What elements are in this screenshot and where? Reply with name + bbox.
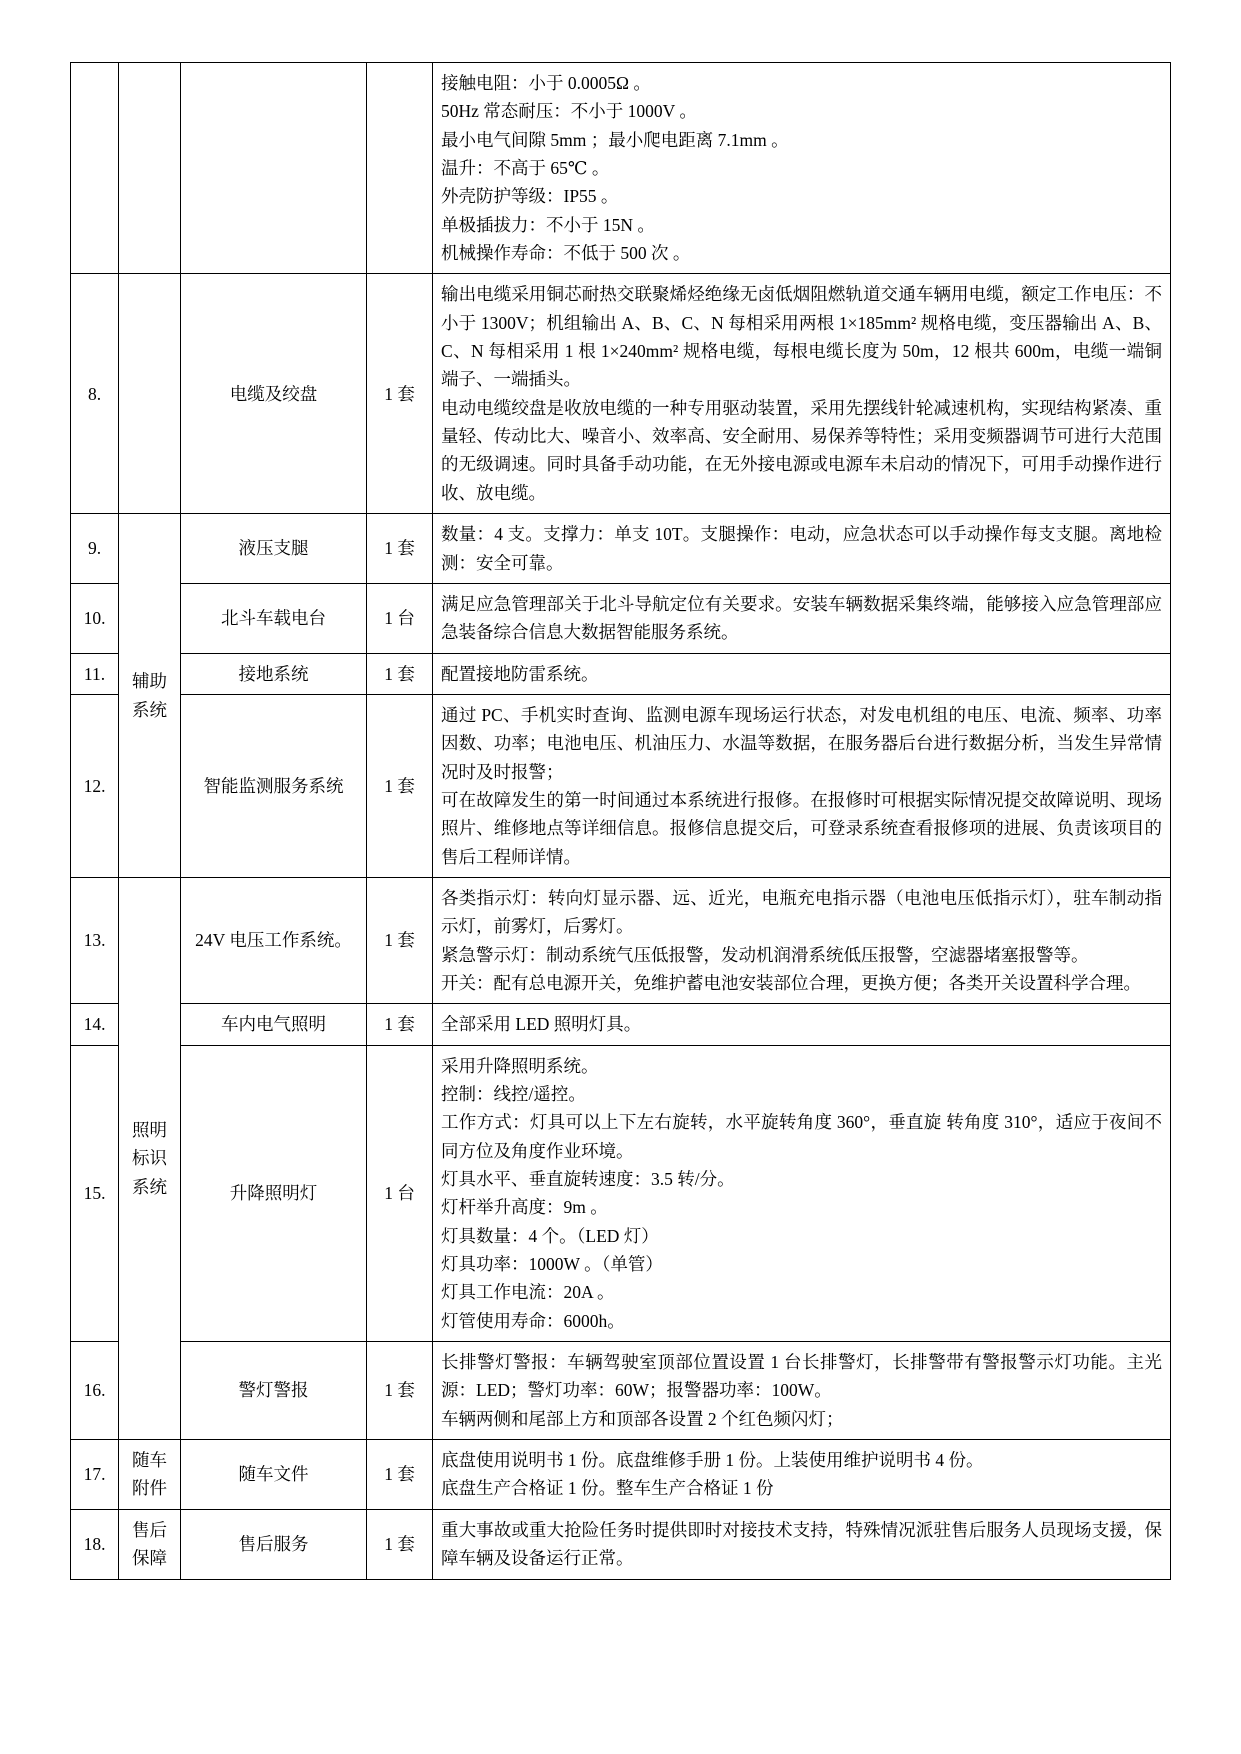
desc-line: 数量：4 支。支撑力：单支 10T。支腿操作：电动，应急状态可以手动操作每支支腿。离地检测：安全可靠。 [441, 524, 1162, 573]
row-name: 液压支腿 [181, 514, 367, 584]
row-index: 14. [71, 1004, 119, 1045]
table-row [71, 1045, 1171, 1341]
desc-line: 长排警灯警报：车辆驾驶室顶部位置设置 1 台长排警灯，长排警带有警报警示灯功能。主光源：LED；警灯功率：60W；报警器功率：100W。 [441, 1352, 1162, 1401]
specification-table [70, 62, 1171, 1580]
desc-line: 配置接地防雷系统。 [441, 663, 599, 684]
table-row [71, 583, 1171, 653]
row-desc [433, 583, 1171, 653]
row-name: 电缆及绞盘 [181, 274, 367, 514]
row-qty: 1 台 [367, 583, 433, 653]
row-desc [433, 1440, 1171, 1510]
table-row [71, 694, 1171, 877]
row-desc [433, 1004, 1171, 1045]
desc-line: 灯具数量：4 个。（LED 灯） [441, 1225, 659, 1246]
table-row [71, 653, 1171, 694]
row-desc [433, 877, 1171, 1003]
desc-line: 电动电缆绞盘是收放电缆的一种专用驱动装置，采用先摆线针轮减速机构，实现结构紧凑、重量轻、传动比大、噪音小、效率高、安全耐用、易保养等特性；采用变频器调节可进行大范围的无级调速。同时具备手动功能，在无外接电源或电源车未启动的情况下，可用手动操作进行收、放电缆。 [441, 397, 1162, 503]
row-desc [433, 1045, 1171, 1341]
row-index: 12. [71, 694, 119, 877]
desc-line: 可在故障发生的第一时间通过本系统进行报修。在报修时可根据实际情况提交故障说明、现场照片、维修地点等详细信息。报修信息提交后，可登录系统查看报修项的进展、负责该项目的售后工程师详情。 [441, 789, 1162, 867]
row-desc [433, 274, 1171, 514]
row-index: 11. [71, 653, 119, 694]
table-row [71, 63, 1171, 274]
row-index: 10. [71, 583, 119, 653]
desc-line: 底盘生产合格证 1 份。整车生产合格证 1 份 [441, 1478, 774, 1499]
desc-line: 温升：不高于 65℃ 。 [441, 158, 610, 179]
row-qty: 1 套 [367, 514, 433, 584]
table-row [71, 1004, 1171, 1045]
desc-line: 外壳防护等级：IP55 。 [441, 186, 619, 207]
row-index: 9. [71, 514, 119, 584]
row-desc [433, 1509, 1171, 1579]
row-name: 售后服务 [181, 1509, 367, 1579]
row-name: 车内电气照明 [181, 1004, 367, 1045]
row-desc [433, 514, 1171, 584]
table-body [71, 63, 1171, 1580]
desc-line: 灯杆举升高度：9m 。 [441, 1197, 608, 1218]
row-qty: 1 套 [367, 1440, 433, 1510]
row-group [119, 274, 181, 514]
row-qty: 1 套 [367, 1509, 433, 1579]
desc-line: 控制：线控/遥控。 [441, 1084, 586, 1104]
row-name: 随车文件 [181, 1440, 367, 1510]
desc-line: 开关：配有总电源开关，免维护蓄电池安装部位合理，更换方便；各类开关设置科学合理。 [441, 972, 1141, 993]
table-row [71, 877, 1171, 1003]
row-group: 随车附件 [119, 1440, 181, 1510]
table-row [71, 514, 1171, 584]
row-name: 北斗车载电台 [181, 583, 367, 653]
row-index: 17. [71, 1440, 119, 1510]
desc-line: 机械操作寿命：不低于 500 次 。 [441, 243, 691, 264]
desc-line: 全部采用 LED 照明灯具。 [441, 1014, 642, 1035]
row-name: 升降照明灯 [181, 1045, 367, 1341]
row-group [119, 63, 181, 274]
desc-line: 采用升降照明系统。 [441, 1055, 599, 1076]
row-qty: 1 套 [367, 1342, 433, 1440]
row-name: 接地系统 [181, 653, 367, 694]
desc-line: 各类指示灯：转向灯显示器、远、近光，电瓶充电指示器（电池电压低指示灯），驻车制动指示灯，前雾灯，后雾灯。 [441, 887, 1162, 937]
desc-line: 最小电气间隙 5mm ；最小爬电距离 7.1mm 。 [441, 129, 789, 150]
row-group: 辅助系统 [119, 514, 181, 878]
desc-line: 灯具工作电流：20A 。 [441, 1282, 615, 1303]
row-index: 16. [71, 1342, 119, 1440]
row-group: 售后保障 [119, 1509, 181, 1579]
desc-line: 工作方式：灯具可以上下左右旋转，水平旋转角度 360°，垂直旋 转角度 310°，适应于夜间不同方位及角度作业环境。 [441, 1112, 1162, 1161]
row-desc [433, 653, 1171, 694]
desc-line: 重大事故或重大抢险任务时提供即时对接技术支持，特殊情况派驻售后服务人员现场支援，保障车辆及设备运行正常。 [441, 1519, 1162, 1569]
desc-line: 底盘使用说明书 1 份。底盘维修手册 1 份。上装使用维护说明书 4 份。 [441, 1450, 984, 1471]
row-index: 8. [71, 274, 119, 514]
row-index [71, 63, 119, 274]
row-index: 15. [71, 1045, 119, 1341]
row-qty: 1 套 [367, 274, 433, 514]
row-index: 18. [71, 1509, 119, 1579]
row-qty: 1 套 [367, 694, 433, 877]
table-row [71, 1342, 1171, 1440]
desc-line: 单极插拔力：不小于 15N 。 [441, 214, 655, 235]
row-qty [367, 63, 433, 274]
row-desc [433, 1342, 1171, 1440]
desc-line: 紧急警示灯：制动系统气压低报警，发动机润滑系统低压报警，空滤器堵塞报警等。 [441, 944, 1089, 965]
row-index: 13. [71, 877, 119, 1003]
row-qty: 1 套 [367, 653, 433, 694]
row-desc [433, 694, 1171, 877]
row-group: 照明标识系统 [119, 877, 181, 1439]
desc-line: 接触电阻：小于 0.0005Ω 。 [441, 73, 651, 93]
desc-line: 50Hz 常态耐压：不小于 1000V 。 [441, 101, 697, 122]
table-row [71, 1509, 1171, 1579]
row-desc [433, 63, 1171, 274]
table-row [71, 1440, 1171, 1510]
desc-line: 灯具水平、垂直旋转速度：3.5 转/分。 [441, 1169, 735, 1190]
row-name: 警灯警报 [181, 1342, 367, 1440]
table-row [71, 274, 1171, 514]
desc-line: 车辆两侧和尾部上方和顶部各设置 2 个红色频闪灯； [441, 1408, 844, 1429]
row-qty: 1 套 [367, 877, 433, 1003]
desc-line: 输出电缆采用铜芯耐热交联聚烯烃绝缘无卤低烟阻燃轨道交通车辆用电缆，额定工作电压：不小于 1300V；机组输出 A、B、C、N 每相采用两根 1×185mm² 规格电缆，变压器输出 A、B、C、N 每相采用 1 根 1×240mm² 规格电缆，每根电缆长度为 50m，12 根共 600m，电缆一端铜端子、一端插头。 [441, 284, 1162, 390]
row-name: 24V 电压工作系统。 [181, 877, 367, 1003]
row-qty: 1 套 [367, 1004, 433, 1045]
desc-line: 通过 PC、手机实时查询、监测电源车现场运行状态，对发电机组的电压、电流、频率、功率因数、功率；电池电压、机油压力、水温等数据，在服务器后台进行数据分析，当发生异常情况时及时报警； [441, 704, 1162, 782]
desc-line: 灯具功率：1000W 。（单管） [441, 1254, 663, 1275]
row-name: 智能监测服务系统 [181, 694, 367, 877]
desc-line: 灯管使用寿命：6000h。 [441, 1310, 625, 1331]
desc-line: 满足应急管理部关于北斗导航定位有关要求。安装车辆数据采集终端，能够接入应急管理部应急装备综合信息大数据智能服务系统。 [441, 593, 1162, 643]
row-qty: 1 台 [367, 1045, 433, 1341]
row-name [181, 63, 367, 274]
